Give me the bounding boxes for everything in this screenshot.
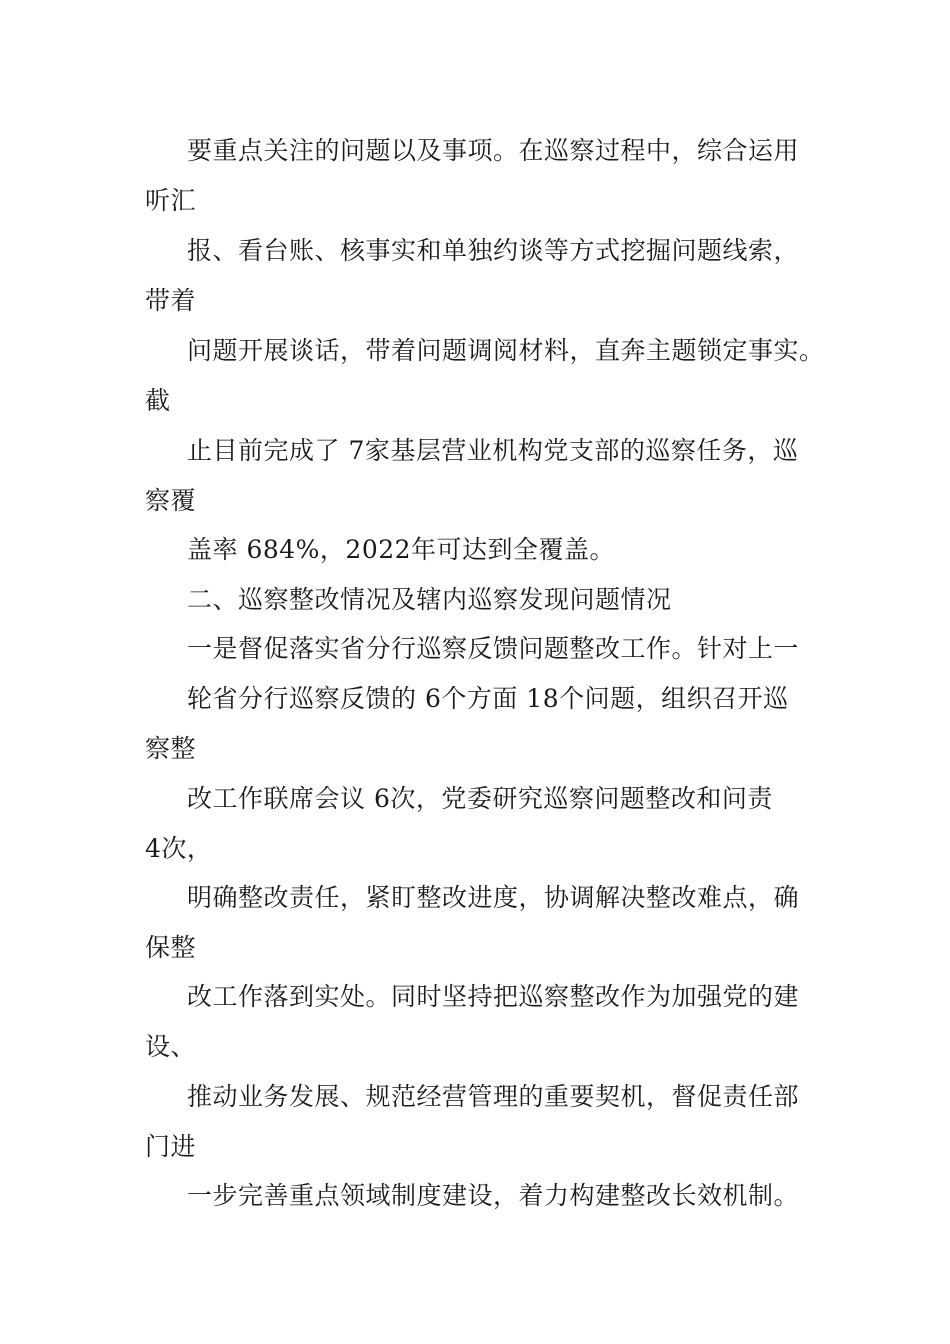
text-line: 4次，	[145, 834, 213, 863]
text-line: 改工作落到实处。同时坚持把巡察整改作为加强党的建	[187, 982, 800, 1011]
text-line: 截	[145, 386, 171, 415]
text-line: 轮省分行巡察反馈的 6个方面 18个问题，组织召开巡	[187, 684, 789, 713]
text-line: 推动业务发展、规范经营管理的重要契机，督促责任部	[187, 1082, 800, 1111]
text-line: 要重点关注的问题以及事项。在巡察过程中，综合运用	[187, 136, 800, 165]
text-line: 盖率 684%，2022年可达到全覆盖。	[187, 535, 616, 564]
text-line: 报、看台账、核事实和单独约谈等方式挖掘问题线索，	[187, 236, 800, 265]
text-line: 止目前完成了 7家基层营业机构党支部的巡察任务，巡	[187, 436, 799, 465]
text-line: 设、	[145, 1032, 197, 1061]
text-line: 门进	[145, 1132, 197, 1161]
text-line: 一步完善重点领域制度建设，着力构建整改长效机制。	[187, 1181, 800, 1210]
text-line: 保整	[145, 933, 197, 962]
text-line: 带着	[145, 286, 197, 315]
text-line: 改工作联席会议 6次，党委研究巡察问题整改和问责	[187, 784, 773, 813]
text-line: 察覆	[145, 486, 197, 515]
text-line: 问题开展谈话，带着问题调阅材料，直奔主题锁定事实。	[187, 336, 825, 365]
text-line: 察整	[145, 734, 197, 763]
section-heading: 二、巡察整改情况及辖内巡察发现问题情况	[187, 585, 672, 614]
text-line: 听汇	[145, 186, 197, 215]
text-line: 明确整改责任，紧盯整改进度，协调解决整改难点，确	[187, 883, 800, 912]
text-line: 一是督促落实省分行巡察反馈问题整改工作。针对上一	[187, 634, 800, 663]
